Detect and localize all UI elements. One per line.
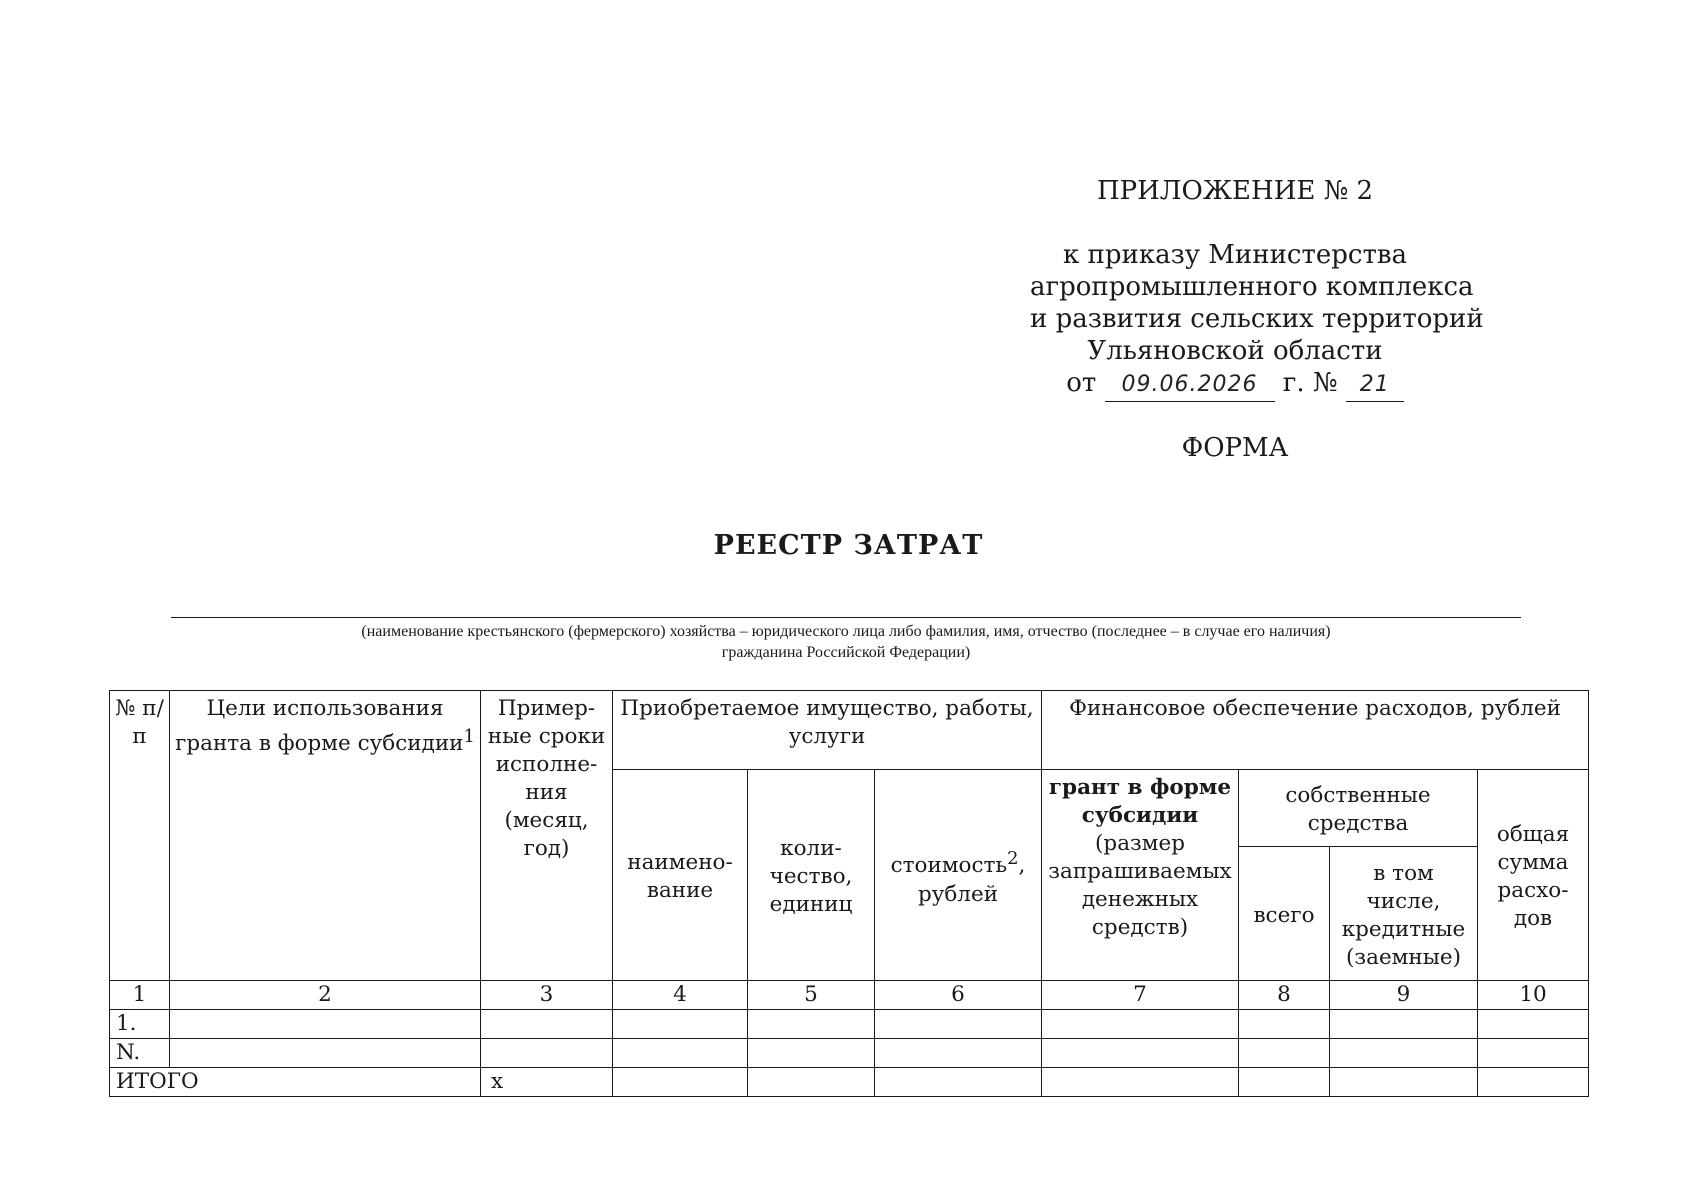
total-own-credit[interactable]: [1330, 1068, 1478, 1097]
header-name: наимено-вание: [613, 770, 748, 981]
column-number: 8: [1239, 981, 1330, 1010]
row-number: N.: [110, 1039, 170, 1068]
cell-own-credit[interactable]: [1330, 1010, 1478, 1039]
cell-terms[interactable]: [481, 1039, 613, 1068]
header-total-sum: общая сумма расхо-дов: [1478, 770, 1589, 981]
appendix-header: [1030, 175, 1484, 464]
header-num: № п/п: [110, 691, 170, 981]
header-own-funds: собственные средства: [1239, 770, 1478, 847]
cell-own-credit[interactable]: [1330, 1039, 1478, 1068]
cell-total-sum[interactable]: [1478, 1010, 1589, 1039]
total-quantity[interactable]: [748, 1068, 875, 1097]
name-caption-line-1: (наименование крестьянского (фермерского) хозяйства – юридического лица либо фамилия, имя, отчество (последнее – в случае его наличия): [361, 623, 1331, 640]
name-caption: [171, 621, 1521, 663]
order-date-line: [1030, 367, 1440, 402]
total-cost[interactable]: [875, 1068, 1042, 1097]
cell-cost[interactable]: [875, 1039, 1042, 1068]
cell-goals[interactable]: [170, 1010, 481, 1039]
appendix-line-2: агропромышленного комплекса: [1030, 272, 1474, 302]
cell-grant[interactable]: [1042, 1010, 1239, 1039]
cell-total-sum[interactable]: [1478, 1039, 1589, 1068]
column-numbers-row: [110, 981, 1589, 1010]
name-caption-line-2: гражданина Российской Федерации): [721, 644, 971, 661]
column-number: 6: [875, 981, 1042, 1010]
total-name[interactable]: [613, 1068, 748, 1097]
cell-name[interactable]: [613, 1010, 748, 1039]
appendix-title: ПРИЛОЖЕНИЕ № 2: [1096, 176, 1374, 206]
date-prefix: от: [1066, 368, 1097, 398]
header-quantity: коли-чество, единиц: [748, 770, 875, 981]
total-own-all[interactable]: [1239, 1068, 1330, 1097]
total-row: [110, 1068, 1589, 1097]
cell-grant[interactable]: [1042, 1039, 1239, 1068]
number-prefix: г. №: [1282, 368, 1338, 398]
column-number: 2: [170, 981, 481, 1010]
cell-own-all[interactable]: [1239, 1010, 1330, 1039]
handwritten-number: 21: [1346, 369, 1404, 402]
table-row: [110, 1010, 1589, 1039]
total-x-mark: х: [481, 1068, 613, 1097]
cell-quantity[interactable]: [748, 1039, 875, 1068]
total-label: ИТОГО: [110, 1068, 481, 1097]
column-number: 9: [1330, 981, 1478, 1010]
registry-title: РЕЕСТР ЗАТРАТ: [713, 530, 984, 561]
cell-own-all[interactable]: [1239, 1039, 1330, 1068]
header-cost: стоимость$^2$, рублей: [875, 770, 1042, 981]
cell-cost[interactable]: [875, 1010, 1042, 1039]
column-number: 3: [481, 981, 613, 1010]
column-number: 4: [613, 981, 748, 1010]
cell-goals[interactable]: [170, 1039, 481, 1068]
column-number: 1: [110, 981, 170, 1010]
cell-name[interactable]: [613, 1039, 748, 1068]
header-grant: грант в форме субсидии (размер запрашиваемых денежных средств): [1042, 770, 1239, 981]
header-own-credit: в том числе, кредитные (заемные): [1330, 847, 1478, 981]
total-sum[interactable]: [1478, 1068, 1589, 1097]
header-finance-group: Финансовое обеспечение расходов, рублей: [1042, 691, 1589, 770]
appendix-line-3: и развития сельских территорий: [1030, 304, 1484, 334]
column-number: 10: [1478, 981, 1589, 1010]
handwritten-date: 09.06.2026: [1105, 369, 1275, 402]
header-terms: Пример-ные сроки исполне-ния (месяц, год): [481, 691, 613, 981]
header-goals: Цели использования гранта в форме субсидии$^1$: [170, 691, 481, 981]
appendix-line-4: Ульяновской области: [1087, 336, 1383, 366]
column-number: 7: [1042, 981, 1239, 1010]
row-number: 1.: [110, 1010, 170, 1039]
cost-registry-table: [109, 690, 1589, 1097]
table-row: [110, 1039, 1589, 1068]
header-own-all: всего: [1239, 847, 1330, 981]
cell-terms[interactable]: [481, 1010, 613, 1039]
appendix-line-1: к приказу Министерства: [1063, 240, 1407, 270]
cell-quantity[interactable]: [748, 1010, 875, 1039]
header-property-group: Приобретаемое имущество, работы, услуги: [613, 691, 1042, 770]
name-fill-line: [171, 617, 1521, 618]
form-label: ФОРМА: [1181, 433, 1289, 463]
column-number: 5: [748, 981, 875, 1010]
total-grant[interactable]: [1042, 1068, 1239, 1097]
